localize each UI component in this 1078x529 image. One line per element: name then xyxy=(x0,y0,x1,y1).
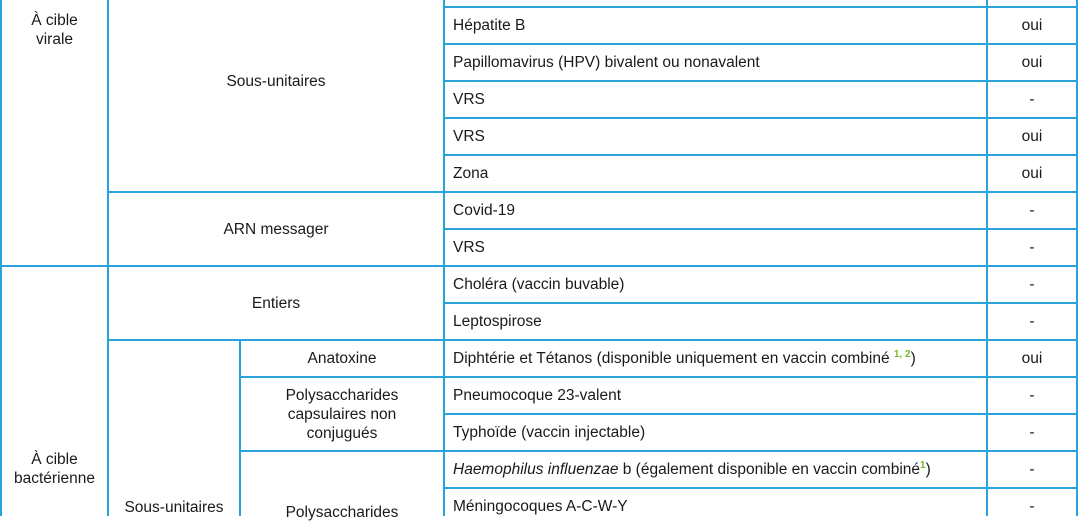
vaccine-cell xyxy=(445,341,986,376)
vaccine-text-italic: Haemophilus influenzae xyxy=(453,461,619,478)
vaccine-name: Hépatite B xyxy=(453,17,526,34)
value-cell xyxy=(988,82,1076,117)
target-label: À cible xyxy=(31,451,78,468)
vaccine-name: Choléra (vaccin buvable) xyxy=(453,276,625,293)
target-label: virale xyxy=(35,31,74,48)
value-cell xyxy=(988,452,1076,487)
vaccine-name: Zona xyxy=(453,165,489,182)
vaccine-cell xyxy=(445,230,986,265)
type-subunit-viral-cell xyxy=(109,62,443,100)
grid-line xyxy=(0,0,2,516)
subtype-label: conjugués xyxy=(306,424,378,442)
reference-note: 1, 2 xyxy=(893,348,911,360)
value-text: - xyxy=(1029,461,1035,478)
type-mrna-cell xyxy=(109,210,443,248)
vaccine-text: ) xyxy=(925,461,931,478)
vaccine-name: VRS xyxy=(453,128,485,145)
vaccine-name: VRS xyxy=(453,239,485,256)
vaccine-cell xyxy=(445,267,986,302)
vaccine-name: Leptospirose xyxy=(453,313,542,330)
vaccine-cell xyxy=(445,415,986,450)
value-cell xyxy=(988,267,1076,302)
value-cell xyxy=(988,378,1076,413)
value-text: - xyxy=(1029,276,1035,293)
vaccine-name: Pneumocoque 23-valent xyxy=(453,387,622,404)
subtype-label: Polysaccharides xyxy=(285,504,399,521)
subtype-polysaccharide-unconjugated-cell xyxy=(241,378,443,450)
target-viral-cell xyxy=(2,0,107,60)
subtype-polysaccharide-partial-cell xyxy=(241,503,443,529)
vaccine-cell xyxy=(445,45,986,80)
value-text: oui xyxy=(1021,165,1043,182)
value-cell xyxy=(988,415,1076,450)
value-cell xyxy=(988,156,1076,191)
reference-note: 1 xyxy=(920,459,926,471)
vaccine-cell xyxy=(445,378,986,413)
value-text: - xyxy=(1029,91,1035,108)
subtype-toxoid-cell xyxy=(241,341,443,376)
vaccine-cell xyxy=(445,489,986,524)
value-cell xyxy=(988,304,1076,339)
vaccine-cell xyxy=(445,119,986,154)
vaccine-name: Papillomavirus (HPV) bivalent ou nonavalent xyxy=(453,54,760,71)
target-label: À cible xyxy=(31,12,78,29)
subtype-label: Anatoxine xyxy=(307,350,377,367)
type-label: Sous-unitaires xyxy=(124,498,224,516)
vaccine-cell xyxy=(445,8,986,43)
vaccine-cell xyxy=(445,156,986,191)
value-cell xyxy=(988,341,1076,376)
vaccine-text: b (également disponible en vaccin combiné xyxy=(618,461,921,478)
value-cell xyxy=(988,489,1076,524)
vaccine-cell xyxy=(445,452,986,487)
value-cell xyxy=(988,193,1076,228)
value-cell xyxy=(988,230,1076,265)
type-whole-cell xyxy=(109,284,443,322)
value-cell xyxy=(988,119,1076,154)
vaccine-cell xyxy=(445,193,986,228)
target-label: bactérienne xyxy=(13,470,95,487)
value-text: oui xyxy=(1021,17,1043,34)
type-label: Sous-unitaires xyxy=(226,72,326,90)
target-bacterial-cell xyxy=(2,445,107,493)
vaccine-cell xyxy=(445,82,986,117)
value-text: oui xyxy=(1021,128,1043,145)
value-cell xyxy=(988,45,1076,80)
type-label: ARN messager xyxy=(223,220,329,238)
type-subunit-bacterial-cell xyxy=(109,488,239,526)
type-label: Entiers xyxy=(251,294,301,312)
value-text: - xyxy=(1029,387,1035,404)
vaccine-text: ) xyxy=(910,350,916,367)
value-text: - xyxy=(1029,313,1035,330)
value-text: - xyxy=(1029,424,1035,441)
subtype-label: Polysaccharides xyxy=(285,386,399,404)
value-cell xyxy=(988,8,1076,43)
subtype-label: capsulaires non xyxy=(287,405,397,423)
value-text: - xyxy=(1029,202,1035,219)
value-text: - xyxy=(1029,498,1035,515)
vaccine-text: Diphtérie et Tétanos (disponible uniquement en vaccin combiné xyxy=(453,350,894,367)
vaccine-name: VRS xyxy=(453,91,485,108)
value-text: oui xyxy=(1021,350,1043,367)
vaccine-name: Méningocoques A-C-W-Y xyxy=(453,498,628,515)
vaccine-name: Covid-19 xyxy=(453,202,516,219)
vaccine-cell xyxy=(445,304,986,339)
vaccine-name xyxy=(453,460,931,479)
value-text: oui xyxy=(1021,54,1043,71)
value-text: - xyxy=(1029,239,1035,256)
vaccine-name: Typhoïde (vaccin injectable) xyxy=(453,424,646,441)
vaccine-name xyxy=(453,349,916,368)
